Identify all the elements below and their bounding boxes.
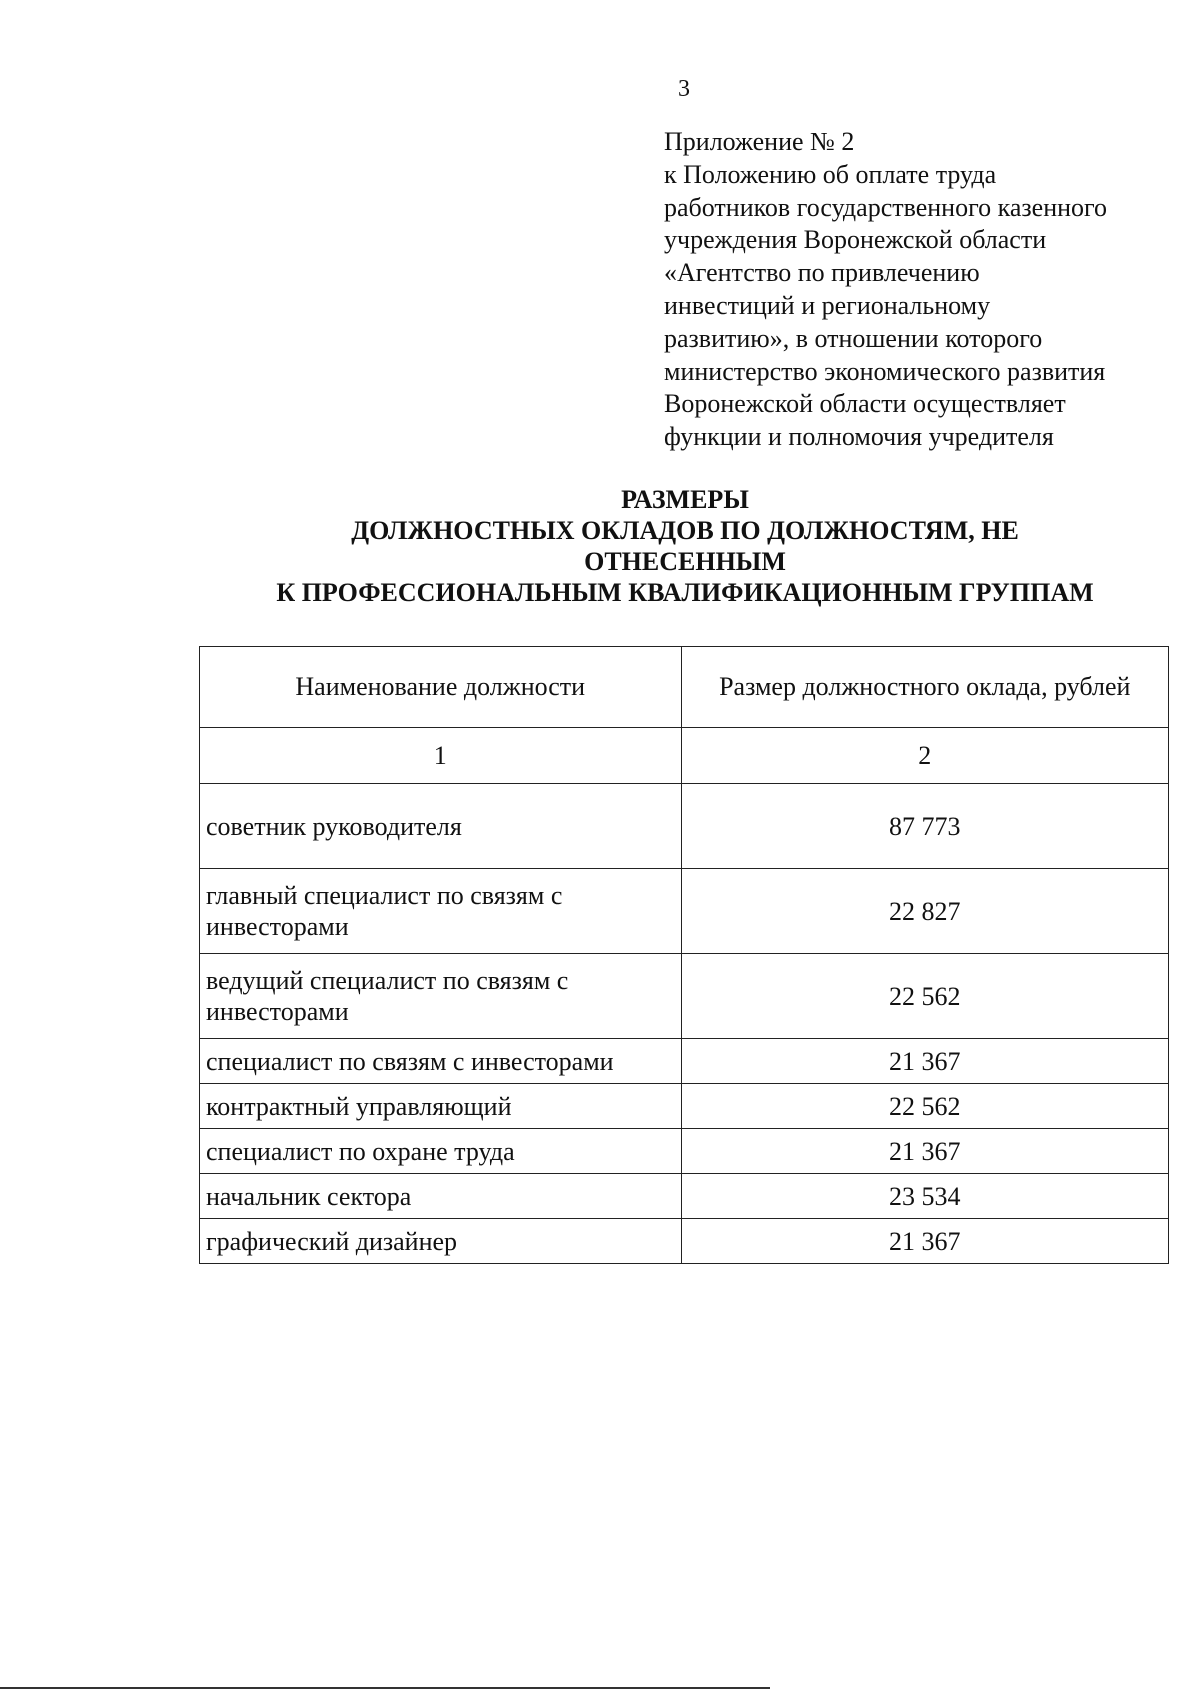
title-line: ДОЛЖНОСТНЫХ ОКЛАДОВ ПО ДОЛЖНОСТЯМ, НЕ xyxy=(351,516,1019,545)
position-name: специалист по связям с инвесторами xyxy=(200,1039,682,1084)
position-name: советник руководителя xyxy=(200,784,682,869)
header-position-name: Наименование должности xyxy=(200,647,682,728)
salary-value: 87 773 xyxy=(681,784,1169,869)
page-number: 3 xyxy=(678,76,690,102)
header-salary: Размер должностного оклада, рублей xyxy=(681,647,1169,728)
document-title xyxy=(190,484,1180,608)
position-name: специалист по охране труда xyxy=(200,1129,682,1174)
appendix-line: министерство экономического развития xyxy=(664,356,1106,386)
appendix-line: к Положению об оплате труда xyxy=(664,159,997,189)
position-name: главный специалист по связям с инвесторами xyxy=(200,869,682,954)
bottom-divider xyxy=(0,1687,770,1689)
appendix-line: развитию», в отношении которого xyxy=(664,323,1043,353)
appendix-header xyxy=(664,126,1174,454)
table-row xyxy=(200,869,1169,954)
title-line: ОТНЕСЕННЫМ xyxy=(584,547,786,576)
table-row xyxy=(200,1174,1169,1219)
table-row xyxy=(200,1084,1169,1129)
table-row xyxy=(200,1129,1169,1174)
table-row xyxy=(200,784,1169,869)
appendix-line: Приложение № 2 xyxy=(664,127,855,156)
position-name: графический дизайнер xyxy=(200,1219,682,1264)
salary-value: 22 827 xyxy=(681,869,1169,954)
table-header-row xyxy=(200,647,1169,728)
appendix-line: функции и полномочия учредителя xyxy=(664,422,1054,452)
table-row xyxy=(200,1039,1169,1084)
appendix-line: Воронежской области осуществляет xyxy=(664,389,1066,419)
salary-value: 22 562 xyxy=(681,954,1169,1039)
position-name: ведущий специалист по связям с инвесторами xyxy=(200,954,682,1039)
salary-value: 21 367 xyxy=(681,1129,1169,1174)
appendix-line: «Агентство по привлечению xyxy=(664,258,980,288)
appendix-line: инвестиций и региональному xyxy=(664,290,991,320)
salary-value: 21 367 xyxy=(681,1219,1169,1264)
salary-value: 23 534 xyxy=(681,1174,1169,1219)
position-name: контрактный управляющий xyxy=(200,1084,682,1129)
salary-value: 21 367 xyxy=(681,1039,1169,1084)
position-name: начальник сектора xyxy=(200,1174,682,1219)
appendix-line: учреждения Воронежской области xyxy=(664,225,1047,255)
salary-value: 22 562 xyxy=(681,1084,1169,1129)
appendix-line: работников государственного казенного xyxy=(664,192,1108,222)
table-row xyxy=(200,1219,1169,1264)
table-row xyxy=(200,954,1169,1039)
title-line: К ПРОФЕССИОНАЛЬНЫМ КВАЛИФИКАЦИОННЫМ ГРУППАМ xyxy=(276,578,1094,607)
column-number: 1 xyxy=(200,728,682,784)
salary-table xyxy=(199,646,1169,1264)
column-number-row xyxy=(200,728,1169,784)
title-line: РАЗМЕРЫ xyxy=(621,485,749,514)
column-number: 2 xyxy=(681,728,1169,784)
